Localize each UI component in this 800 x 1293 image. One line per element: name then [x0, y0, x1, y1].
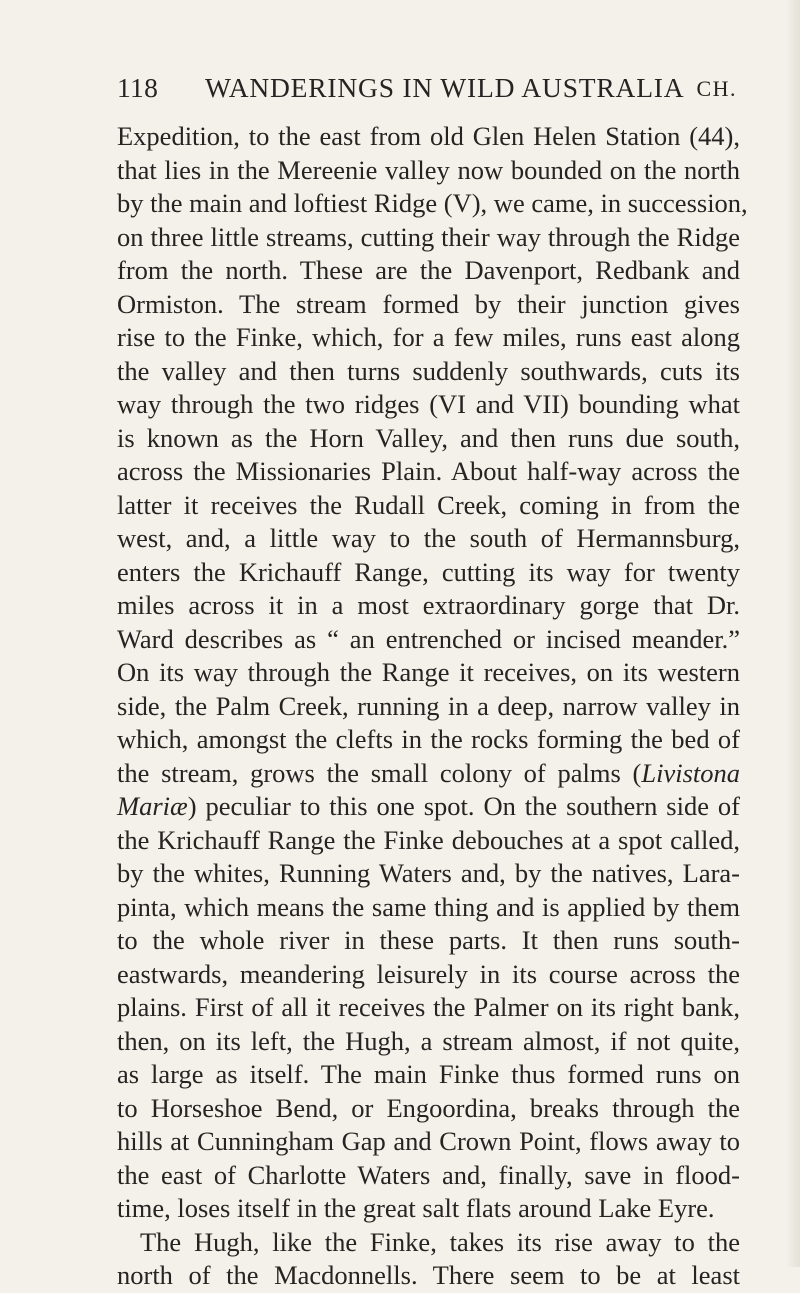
text-line: from the north. These are the Davenport, Redbank and: [117, 255, 740, 285]
page-edge-shadow: [786, 0, 800, 1267]
text-line: which, amongst the clefts in the rocks forming the bed of: [117, 724, 740, 754]
text-line: Ward describes as “ an entrenched or incised meander.”: [117, 623, 740, 654]
text-line: pinta, which means the same thing and is applied by them: [117, 891, 740, 922]
text-line: north of the Macdonnells. There seem to be at least: [117, 1260, 740, 1290]
text-line: eastwards, meandering leisurely in its course across the: [117, 958, 740, 989]
italic-genus-name: Livistona: [641, 757, 740, 788]
body-text: [117, 120, 748, 1293]
text-line: Expedition, to the east from old Glen Helen Station (44),: [117, 121, 740, 151]
text-line: that lies in the Mereenie valley now bounded on the north: [117, 154, 740, 185]
text-line: by the main and loftiest Ridge (V), we came, in succession,: [117, 188, 748, 218]
running-header: [117, 72, 737, 112]
text-line: time, loses itself in the great salt flats around Lake Eyre.: [117, 1193, 715, 1223]
text-fragment: the stream, grows the small colony of palms (: [117, 757, 642, 788]
text-line: as large as itself. The main Finke thus formed runs on: [117, 1059, 740, 1089]
text-line: to the whole river in these parts. It then runs south-: [117, 925, 740, 955]
text-line: Ormiston. The stream formed by their junction gives: [117, 288, 740, 319]
text-line-with-italic: [117, 757, 740, 791]
text-line: the Krichauff Range the Finke debouches at a spot called,: [117, 824, 740, 855]
text-line: by the whites, Running Waters and, by the natives, Lara-: [117, 858, 740, 888]
text-line: On its way through the Range it receives, on its western: [117, 657, 740, 687]
text-line: hills at Cunningham Gap and Crown Point, flows away to: [117, 1126, 740, 1156]
text-line: The Hugh, like the Finke, takes its rise away to the: [140, 1226, 740, 1257]
text-line: way through the two ridges (VI and VII) bounding what: [117, 389, 740, 419]
text-line: west, and, a little way to the south of Hermannsburg,: [117, 523, 740, 553]
chapter-abbreviation: CH.: [696, 76, 737, 101]
text-line: side, the Palm Creek, running in a deep, narrow valley in: [117, 690, 740, 721]
text-fragment: ) peculiar to this one spot. On the southern side of: [187, 791, 740, 821]
running-title: WANDERINGS IN WILD AUSTRALIA: [205, 72, 685, 103]
text-line: plains. First of all it receives the Palmer on its right bank,: [117, 992, 740, 1022]
italic-species-name: Mariæ: [117, 791, 188, 821]
text-line: enters the Krichauff Range, cutting its way for twenty: [117, 556, 740, 587]
text-line: miles across it in a most extraordinary gorge that Dr.: [117, 590, 740, 620]
text-line: rise to the Finke, which, for a few miles, runs east along: [117, 322, 740, 352]
text-line: to Horseshoe Bend, or Engoordina, breaks through the: [117, 1092, 740, 1123]
text-line: on three little streams, cutting their way through the Ridge: [117, 221, 740, 252]
text-line: across the Missionaries Plain. About half-way across the: [117, 456, 740, 486]
text-line-with-italic: [117, 790, 740, 824]
page-number: 118: [117, 72, 159, 103]
text-line: the east of Charlotte Waters and, finally, save in flood-: [117, 1159, 740, 1190]
text-line: then, on its left, the Hugh, a stream almost, if not quite,: [117, 1025, 740, 1056]
text-line: latter it receives the Rudall Creek, coming in from the: [117, 489, 740, 520]
text-line: is known as the Horn Valley, and then runs due south,: [117, 422, 740, 453]
text-line: the valley and then turns suddenly southwards, cuts its: [117, 355, 740, 386]
